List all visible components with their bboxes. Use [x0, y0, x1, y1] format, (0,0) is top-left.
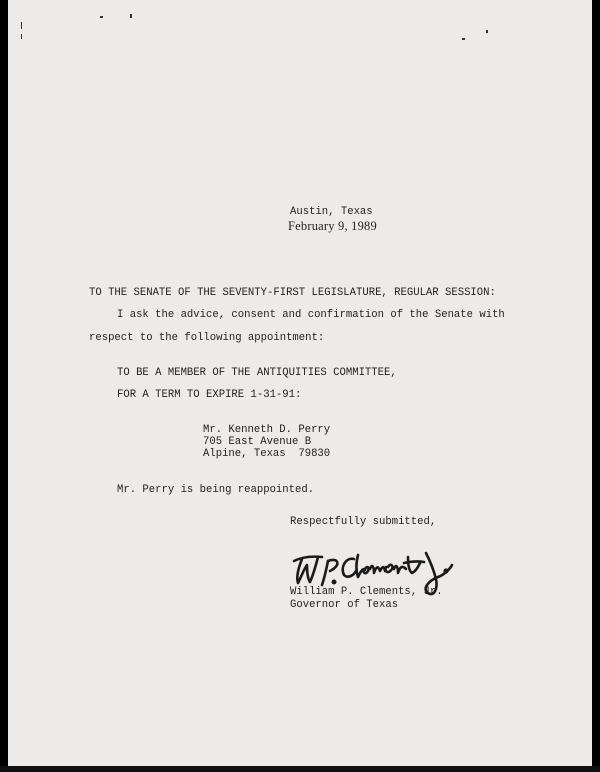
scan-speck — [21, 22, 22, 29]
reappointment-note: Mr. Perry is being reappointed. — [117, 484, 315, 496]
appointee-address-line-1: 705 East Avenue B — [203, 436, 312, 448]
signer-name: William P. Clements, Jr. — [290, 586, 443, 598]
scan-speck — [486, 30, 488, 33]
letter-page — [8, 0, 592, 766]
appointee-address-line-2: Alpine, Texas 79830 — [203, 448, 331, 460]
place-line: Austin, Texas — [290, 206, 373, 218]
position-line-1: TO BE A MEMBER OF THE ANTIQUITIES COMMITTEE, — [117, 367, 397, 379]
appointee-name: Mr. Kenneth D. Perry — [203, 424, 331, 436]
date-line: February 9, 1989 — [288, 219, 377, 233]
salutation: TO THE SENATE OF THE SEVENTY-FIRST LEGISLATURE, REGULAR SESSION: — [89, 287, 496, 299]
scan-speck — [100, 16, 103, 18]
position-line-2: FOR A TERM TO EXPIRE 1-31-91: — [117, 389, 302, 401]
scan-speck — [462, 38, 465, 40]
closing: Respectfully submitted, — [290, 516, 437, 528]
scan-speck — [21, 34, 22, 39]
signer-title: Governor of Texas — [290, 599, 399, 611]
body-line-1: I ask the advice, consent and confirmation of the Senate with — [117, 309, 505, 321]
body-line-2: respect to the following appointment: — [89, 332, 325, 344]
scan-speck — [130, 14, 132, 18]
scan-border — [0, 766, 600, 772]
